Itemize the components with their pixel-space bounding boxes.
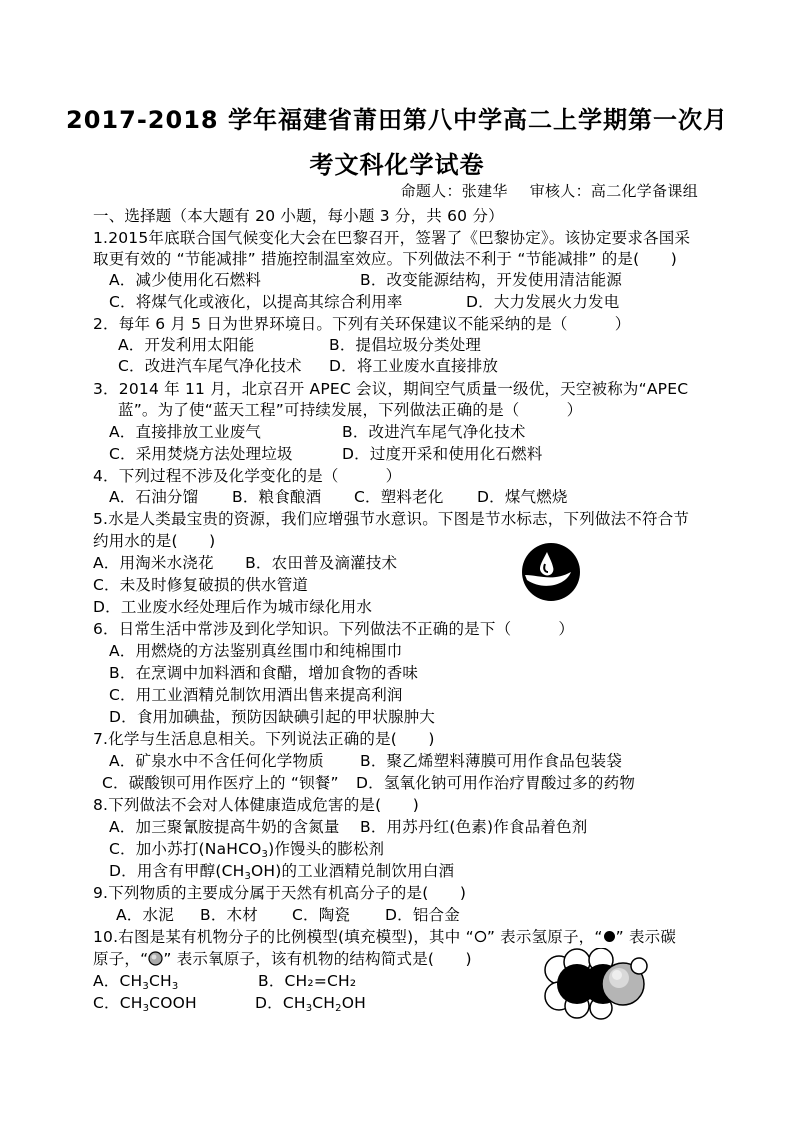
q10-option-d: D．$CH_3CH_2OH$	[255, 994, 366, 1014]
q9-option-d: D．铝合金	[385, 906, 460, 924]
molecule-model-icon	[543, 948, 648, 1020]
q1-option-c: C．将煤气化或液化，以提高其综合利用率	[109, 293, 403, 311]
exam-title-line2: 考文科化学试卷	[309, 151, 485, 179]
q8-option-a: A．加三聚氰胺提高牛奶的含氮量	[109, 818, 340, 836]
q2-option-c: C．改进汽车尾气净化技术	[118, 357, 302, 375]
exam-title-line1: 2017-2018 学年福建省莆田第八中学高二上学期第一次月	[66, 106, 728, 134]
q6-option-c: C．用工业酒精兑制饮用酒出售来提高利润	[109, 686, 403, 704]
q6-option-a: A．用燃烧的方法鉴别真丝围巾和纯棉围巾	[109, 642, 403, 660]
q10-stem-line1: 10.右图是某有机物分子的比例模型(填充模型)，其中 “ ” 表示氢原子，“ ” 表示碳	[93, 928, 677, 946]
author: 命题人：张建华	[400, 182, 508, 200]
q8-option-c: C．加小苏打(NaHCO$_3$)作馒头的膨松剂	[109, 840, 385, 860]
q5-option-ab: A．用淘米水浇花 B．农田普及滴灌技术	[93, 554, 398, 572]
q10-option-a: A．$CH_3CH_3$	[93, 972, 179, 992]
q9-option-b: B．木材	[200, 906, 258, 924]
hydrogen-symbol-icon	[474, 930, 487, 943]
q2-stem: 2．每年 6 月 5 日为世界环境日。下列有关环保建议不能采纳的是（ ）	[93, 315, 631, 333]
q4-option-c: C．塑料老化	[354, 488, 444, 506]
q3-option-c: C．采用焚烧方法处理垃圾	[109, 445, 293, 463]
q4-option-d: D．煤气燃烧	[477, 488, 568, 506]
water-saving-logo-icon	[521, 542, 581, 602]
q2-option-d: D．将工业废水直接排放	[329, 357, 499, 375]
reviewer: 审核人：高二化学备课组	[529, 182, 698, 200]
q7-option-d: D．氢氧化钠可用作治疗胃酸过多的药物	[356, 774, 636, 792]
q9-option-c: C．陶瓷	[292, 906, 351, 924]
q3-option-d: D．过度开采和使用化石燃料	[342, 445, 543, 463]
q8-option-d: D．用含有甲醇$(CH_3OH)$的工业酒精兑制饮用白酒	[109, 862, 455, 882]
q4-option-b: B．粮食酿酒	[232, 488, 322, 506]
q9-stem: 9.下列物质的主要成分属于天然有机高分子的是( )	[93, 884, 467, 902]
q9-option-a: A．水泥	[116, 906, 174, 924]
oxygen-symbol-icon	[148, 951, 163, 966]
q1-stem-line1: 1.2015年底联合国气候变化大会在巴黎召开，签署了《巴黎协定》。该协定要求各国采	[93, 229, 691, 247]
q8-stem: 8.下列做法不会对人体健康造成危害的是( )	[93, 796, 419, 814]
section-header: 一、选择题（本大题有 20 小题，每小题 3 分，共 60 分）	[93, 207, 504, 225]
q1-option-d: D．大力发展火力发电	[466, 293, 620, 311]
q1-option-a: A．减少使用化石燃料	[109, 271, 262, 289]
q10-stem-line2: 原子，“ ” 表示氧原子，该有机物的结构简式是( )	[93, 950, 472, 968]
q5-stem-line2: 约用水的是( )	[93, 532, 216, 550]
q6-stem: 6．日常生活中常涉及到化学知识。下列做法不正确的是下（ ）	[93, 620, 575, 638]
q5-stem-line1: 5.水是人类最宝贵的资源，我们应增强节水意识。下图是节水标志，下列做法不符合节	[93, 510, 690, 528]
q5-option-d: D．工业废水经处理后作为城市绿化用水	[93, 598, 373, 616]
q7-option-c: C．碳酸钡可用作医疗上的 “钡餐”	[102, 774, 339, 792]
q7-stem: 7.化学与生活息息相关。下列说法正确的是( )	[93, 730, 435, 748]
q8-option-b: B．用苏丹红(色素)作食品着色剂	[360, 818, 588, 836]
q4-option-a: A．石油分馏	[109, 488, 199, 506]
q7-option-b: B．聚乙烯塑料薄膜可用作食品包装袋	[360, 752, 623, 770]
q1-stem-line2: 取更有效的 “节能减排” 措施控制温室效应。下列做法不利于 “节能减排” 的是( )	[93, 250, 678, 268]
q2-option-b: B．提倡垃圾分类处理	[329, 336, 482, 354]
q5-option-c: C．未及时修复破损的供水管道	[93, 576, 309, 594]
q7-option-a: A．矿泉水中不含任何化学物质	[109, 752, 324, 770]
q10-option-b: B．CH₂=CH₂	[258, 972, 357, 990]
q3-stem-line1: 3．2014 年 11 月，北京召开 APEC 会议，期间空气质量一级优，天空被称为“APEC	[93, 380, 689, 398]
q10-option-c: C．$CH_3COOH$	[93, 994, 197, 1014]
q3-option-a: A．直接排放工业废气	[109, 423, 262, 441]
q3-option-b: B．改进汽车尾气净化技术	[342, 423, 526, 441]
q6-option-d: D．食用加碘盐，预防因缺碘引起的甲状腺肿大	[109, 708, 436, 726]
q4-stem: 4．下列过程不涉及化学变化的是（ ）	[93, 467, 402, 485]
q6-option-b: B．在烹调中加料酒和食醋，增加食物的香味	[109, 664, 419, 682]
q2-option-a: A．开发利用太阳能	[118, 336, 255, 354]
q3-stem-line2: 蓝”。为了使“蓝天工程”可持续发展，下列做法正确的是（ ）	[118, 401, 583, 419]
credits	[401, 180, 698, 201]
carbon-symbol-icon	[603, 930, 616, 943]
q1-option-b: B．改变能源结构，开发使用清洁能源	[360, 271, 623, 289]
